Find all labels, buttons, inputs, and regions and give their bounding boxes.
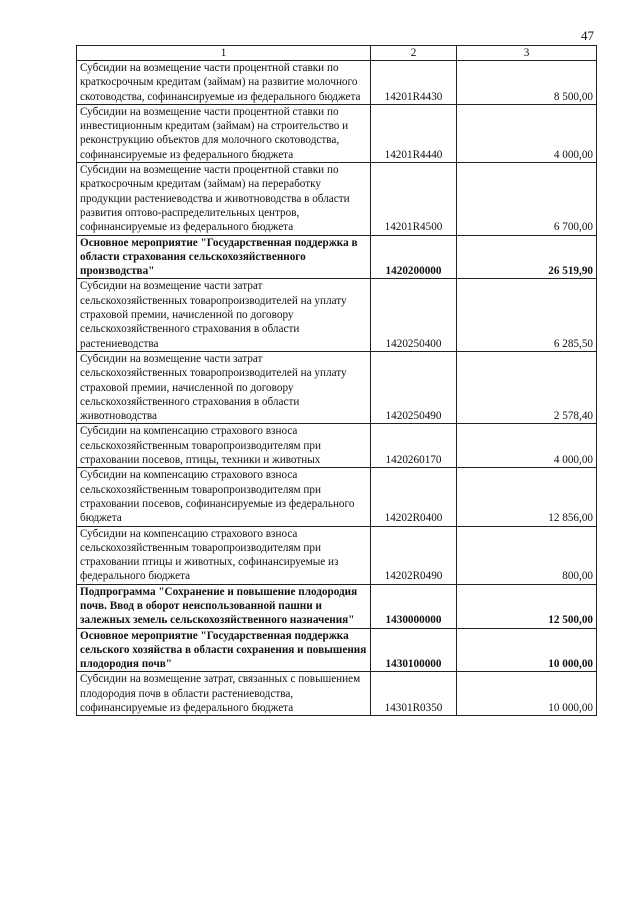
table-row [77,163,597,235]
row-amount: 10 000,00 [457,672,597,716]
row-name: Основное мероприятие "Государственная поддержка сельского хозяйства в области сохранения и повышения плодородия почв" [77,628,371,672]
row-name: Субсидии на компенсацию страхового взноса сельскохозяйственным товаропроизводителям при страховании птицы и животных, софинансируемые из федерального бюджета [77,526,371,584]
row-amount: 4 000,00 [457,104,597,162]
row-amount: 4 000,00 [457,424,597,468]
row-name: Субсидии на возмещение части процентной ставки по краткосрочным кредитам (займам) на переработку продукции растениеводства и животноводства в области развития оптово-распределительных центров, софинансируемые из федерального бюджета [77,163,371,235]
row-amount: 12 856,00 [457,468,597,526]
row-code: 14201R4440 [371,104,457,162]
row-name: Субсидии на возмещение затрат, связанных с повышением плодородия почв в области растениеводства, софинансируемые из федерального бюджета [77,672,371,716]
row-amount: 6 700,00 [457,163,597,235]
table-row [77,61,597,105]
table-header-row [77,46,597,61]
column-header-3: 3 [457,46,597,61]
row-amount: 12 500,00 [457,584,597,628]
row-code: 1420200000 [371,235,457,279]
row-name: Подпрограмма "Сохранение и повышение плодородия почв. Ввод в оборот неиспользованной пашни и залежных земель сельскохозяйственного назначения" [77,584,371,628]
column-header-2: 2 [371,46,457,61]
budget-table [76,45,597,716]
row-name: Субсидии на возмещение части затрат сельскохозяйственных товаропроизводителей на уплату страховой премии, начисленной по договору сельскохозяйственного страхования в области животноводства [77,351,371,423]
row-name: Субсидии на возмещение части затрат сельскохозяйственных товаропроизводителей на уплату страховой премии, начисленной по договору сельскохозяйственного страхования в области растениеводства [77,279,371,351]
row-code: 1430100000 [371,628,457,672]
row-name: Субсидии на возмещение части процентной ставки по инвестиционным кредитам (займам) на строительство и реконструкцию объектов для молочного скотоводства, софинансируемые из федерального бюджета [77,104,371,162]
row-code: 14201R4430 [371,61,457,105]
table-row [77,104,597,162]
row-amount: 6 285,50 [457,279,597,351]
row-name: Основное мероприятие "Государственная поддержка в области страхования сельскохозяйственного производства" [77,235,371,279]
table-row [77,672,597,716]
table-row [77,526,597,584]
table-row [77,424,597,468]
row-amount: 8 500,00 [457,61,597,105]
row-code: 14202R0490 [371,526,457,584]
table-row-bold [77,628,597,672]
table-row [77,351,597,423]
table-row [77,279,597,351]
row-code: 14201R4500 [371,163,457,235]
row-code: 1420260170 [371,424,457,468]
row-code: 1430000000 [371,584,457,628]
row-name: Субсидии на компенсацию страхового взноса сельскохозяйственным товаропроизводителям при страховании посевов, птицы, техники и животных [77,424,371,468]
page-number: 47 [581,28,594,43]
table-row [77,468,597,526]
row-amount: 800,00 [457,526,597,584]
row-amount: 26 519,90 [457,235,597,279]
column-header-1: 1 [77,46,371,61]
row-amount: 10 000,00 [457,628,597,672]
row-name: Субсидии на возмещение части процентной ставки по краткосрочным кредитам (займам) на развитие молочного скотоводства, софинансируемые из федерального бюджета [77,61,371,105]
row-code: 1420250400 [371,279,457,351]
table-row-bold [77,584,597,628]
table-row-bold [77,235,597,279]
row-amount: 2 578,40 [457,351,597,423]
row-code: 14301R0350 [371,672,457,716]
row-code: 14202R0400 [371,468,457,526]
row-code: 1420250490 [371,351,457,423]
row-name: Субсидии на компенсацию страхового взноса сельскохозяйственным товаропроизводителям при страховании посевов, софинансируемые из федерального бюджета [77,468,371,526]
